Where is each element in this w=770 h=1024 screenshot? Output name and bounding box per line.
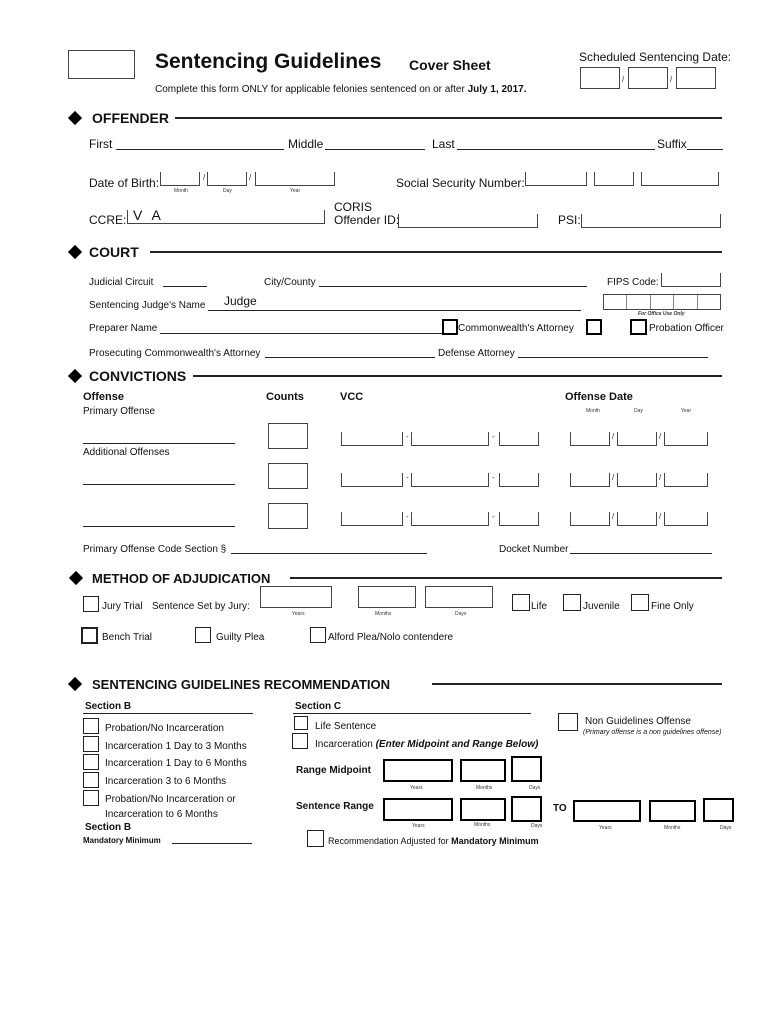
incarceration-label: [315, 739, 538, 750]
last-name-label: Last: [432, 137, 455, 151]
juvenile-checkbox[interactable]: [563, 594, 581, 611]
section-b-option-label: Probation/No Incarceration or: [105, 794, 236, 805]
court-heading: COURT: [89, 244, 139, 260]
date-separator: /: [659, 432, 662, 441]
offense-year-caption: Year: [681, 408, 692, 414]
range-high-months-field[interactable]: [649, 800, 696, 822]
offense-column-header: Offense: [83, 391, 124, 403]
additional-vcc-part3[interactable]: [499, 473, 539, 487]
adjudication-heading: METHOD OF ADJUDICATION: [92, 571, 271, 586]
dob-year-caption: Year: [290, 188, 301, 194]
jury-years-field[interactable]: [260, 586, 332, 608]
form-subtitle: Cover Sheet: [409, 57, 491, 73]
additional-offense-field[interactable]: [83, 526, 235, 527]
judge-name-label: Sentencing Judge's Name: [89, 300, 206, 311]
additional-vcc-part3[interactable]: [499, 512, 539, 526]
middle-name-label: Middle: [288, 137, 324, 151]
adjusted-mandatory-checkbox[interactable]: [307, 830, 324, 847]
section-rule: [290, 577, 722, 579]
incarceration-checkbox[interactable]: [292, 733, 308, 749]
scheduled-date-month[interactable]: [580, 67, 620, 89]
section-b-option-checkbox[interactable]: [83, 718, 99, 734]
date-separator: /: [659, 473, 662, 482]
docket-number-label: Docket Number: [499, 544, 569, 555]
primary-offense-label: Primary Offense: [83, 406, 156, 417]
probation-officer-checkbox[interactable]: [630, 319, 647, 335]
range-low-days-field[interactable]: [511, 796, 542, 822]
vcc-separator: -: [492, 473, 495, 482]
midpoint-years-caption: Years: [410, 785, 423, 791]
ssn-label: Social Security Number:: [396, 176, 525, 190]
guilty-plea-label: Guilty Plea: [216, 632, 265, 643]
section-rule: [432, 683, 722, 685]
midpoint-years-field[interactable]: [383, 759, 453, 782]
coris-label: [334, 201, 399, 227]
code-section-label: Primary Offense Code Section §: [83, 544, 227, 555]
section-b-option-checkbox[interactable]: [83, 790, 99, 806]
offense-date-column-header: Offense Date: [565, 391, 633, 403]
dob-year-field[interactable]: [255, 172, 335, 186]
date-separator: /: [612, 432, 615, 441]
defense-attorney-field[interactable]: [518, 357, 708, 358]
vcc-separator: -: [406, 432, 409, 441]
section-b-option-checkbox[interactable]: [83, 772, 99, 788]
vcc-separator: -: [492, 512, 495, 521]
ccre-value: V A: [133, 207, 161, 223]
jury-days-field[interactable]: [425, 586, 493, 608]
defense-attorney-label: Defense Attorney: [438, 348, 515, 359]
last-name-field[interactable]: [457, 149, 655, 150]
section-b-heading: Section B: [85, 701, 132, 712]
dob-day-field[interactable]: [207, 172, 247, 186]
first-name-field[interactable]: [116, 149, 284, 150]
jury-months-field[interactable]: [358, 586, 416, 608]
primary-offense-month[interactable]: [570, 432, 610, 446]
scheduled-date-label: Scheduled Sentencing Date:: [579, 50, 732, 64]
mandatory-minimum-field[interactable]: [172, 843, 252, 844]
commonwealth-attorney-label: Commonwealth's Attorney: [458, 323, 574, 334]
instruction-body: Complete this form ONLY for applicable felonies sentenced on or after: [155, 84, 465, 95]
additional-offense-day[interactable]: [617, 473, 657, 487]
fips-field[interactable]: [661, 273, 721, 287]
jury-days-caption: Days: [455, 611, 467, 617]
date-separator: /: [670, 75, 673, 84]
guilty-plea-checkbox[interactable]: [195, 627, 211, 643]
counts-column-header: Counts: [266, 391, 304, 403]
additional-vcc-part2[interactable]: [411, 512, 489, 526]
bench-trial-checkbox[interactable]: [81, 627, 98, 644]
range-high-days-caption: Days: [720, 825, 732, 831]
dob-day-caption: Day: [223, 188, 232, 194]
additional-offenses-label: Additional Offenses: [83, 447, 170, 458]
non-guidelines-note: (Primary offense is a non guidelines offense): [583, 729, 722, 736]
adjusted-bold-text: Mandatory Minimum: [451, 836, 539, 846]
form-title: Sentencing Guidelines: [155, 50, 382, 73]
section-b-option-label: Probation/No Incarceration: [105, 723, 224, 734]
diamond-bullet-icon: [68, 677, 82, 691]
city-county-label: City/County: [264, 277, 316, 288]
section-b-option-label: Incarceration 3 to 6 Months: [105, 776, 227, 787]
dob-month-caption: Month: [174, 188, 188, 194]
diamond-bullet-icon: [68, 369, 82, 383]
jury-years-caption: Years: [292, 611, 305, 617]
date-separator: /: [203, 173, 206, 182]
ssn-part3-field[interactable]: [641, 172, 719, 186]
additional-counts-field[interactable]: [268, 463, 308, 489]
additional-vcc-part2[interactable]: [411, 473, 489, 487]
additional-counts-field[interactable]: [268, 503, 308, 529]
prosecuting-attorney-label: Prosecuting Commonwealth's Attorney: [89, 348, 261, 359]
first-name-label: First: [89, 137, 113, 151]
additional-offense-month[interactable]: [570, 473, 610, 487]
non-guidelines-label: Non Guidelines Offense: [585, 716, 691, 727]
commonwealth-attorney-checkbox[interactable]: [442, 319, 458, 335]
date-separator: /: [612, 512, 615, 521]
primary-vcc-part2[interactable]: [411, 432, 489, 446]
additional-offense-field[interactable]: [83, 484, 235, 485]
middle-name-field[interactable]: [325, 149, 425, 150]
vcc-separator: -: [406, 512, 409, 521]
range-high-years-caption: Years: [599, 825, 612, 831]
section-rule: [193, 375, 722, 377]
section-b-option-label: Incarceration 1 Day to 6 Months: [105, 758, 247, 769]
offense-month-caption: Month: [586, 408, 600, 414]
section-rule: [175, 117, 722, 119]
mandatory-section-b-heading: Section B: [85, 822, 132, 833]
dob-month-field[interactable]: [160, 172, 200, 186]
date-separator: /: [249, 173, 252, 182]
date-separator: /: [659, 512, 662, 521]
office-use-checkbox[interactable]: [586, 319, 602, 335]
jury-trial-checkbox[interactable]: [83, 596, 99, 612]
scheduled-date-day[interactable]: [628, 67, 668, 89]
coris-label-line1: CORIS: [334, 200, 373, 214]
range-low-days-caption: Days: [531, 823, 543, 829]
ssn-part2-field[interactable]: [594, 172, 634, 186]
instruction-date: July 1, 2017.: [467, 84, 527, 95]
psi-field[interactable]: [581, 214, 721, 228]
primary-offense-field[interactable]: [83, 443, 235, 444]
scheduled-date-year[interactable]: [676, 67, 716, 89]
fips-label: FIPS Code:: [607, 277, 659, 288]
non-guidelines-checkbox[interactable]: [558, 713, 578, 731]
judge-name-value: Judge: [224, 294, 257, 308]
range-low-years-field[interactable]: [383, 798, 453, 821]
section-b-rule: [83, 713, 253, 714]
mandatory-minimum-label: Mandatory Minimum: [83, 836, 161, 845]
fine-only-label: Fine Only: [651, 601, 694, 612]
primary-offense-year[interactable]: [664, 432, 708, 446]
suffix-label: Suffix: [657, 137, 687, 151]
sentence-set-label: Sentence Set by Jury:: [152, 601, 250, 612]
convictions-heading: CONVICTIONS: [89, 368, 187, 384]
date-separator: /: [622, 75, 625, 84]
additional-vcc-part1[interactable]: [341, 473, 403, 487]
recommendation-heading: SENTENCING GUIDELINES RECOMMENDATION: [92, 677, 391, 692]
adjusted-text: Recommendation Adjusted for: [328, 836, 449, 846]
ccre-label: CCRE:: [89, 213, 127, 227]
jury-trial-label: Jury Trial: [102, 601, 143, 612]
offense-day-caption: Day: [634, 408, 643, 414]
range-low-months-field[interactable]: [460, 798, 506, 821]
section-c-rule: [293, 713, 531, 714]
primary-vcc-part1[interactable]: [341, 432, 403, 446]
range-low-months-caption: Months: [474, 822, 491, 828]
fine-only-checkbox[interactable]: [631, 594, 649, 611]
docket-number-field[interactable]: [570, 553, 712, 554]
vcc-separator: -: [492, 432, 495, 441]
judicial-circuit-label: Judicial Circuit: [89, 277, 154, 288]
section-b-option-checkbox[interactable]: [83, 754, 99, 770]
range-low-years-caption: Years: [412, 823, 425, 829]
diamond-bullet-icon: [69, 571, 83, 585]
probation-officer-label: Probation Officer: [649, 323, 724, 334]
life-sentence-label: Life Sentence: [315, 721, 377, 732]
section-b-option-label: Incarceration 1 Day to 3 Months: [105, 741, 247, 752]
judicial-circuit-field[interactable]: [163, 286, 207, 287]
range-midpoint-label: Range Midpoint: [296, 765, 371, 776]
incarceration-note: (Enter Midpoint and Range Below): [375, 739, 539, 750]
code-section-field[interactable]: [231, 553, 427, 554]
suffix-field[interactable]: [687, 149, 723, 150]
life-sentence-checkbox[interactable]: [294, 716, 308, 730]
coris-label-line2: Offender ID:: [334, 213, 400, 227]
section-c-heading: Section C: [295, 701, 342, 712]
bench-trial-label: Bench Trial: [102, 632, 153, 643]
midpoint-days-caption: Days: [529, 785, 541, 791]
range-high-years-field[interactable]: [573, 800, 641, 822]
judge-name-field[interactable]: [208, 310, 581, 311]
midpoint-months-caption: Months: [476, 785, 493, 791]
prosecuting-attorney-field[interactable]: [265, 357, 435, 358]
form-id-box[interactable]: [68, 50, 135, 79]
date-separator: /: [612, 473, 615, 482]
section-b-option-continuation: Incarceration to 6 Months: [105, 809, 218, 820]
city-county-field[interactable]: [319, 286, 587, 287]
vcc-separator: -: [406, 473, 409, 482]
coris-offender-id-field[interactable]: [398, 214, 538, 228]
additional-offense-year[interactable]: [664, 473, 708, 487]
sentence-range-label: Sentence Range: [296, 801, 374, 812]
midpoint-months-field[interactable]: [460, 759, 506, 782]
additional-offense-month[interactable]: [570, 512, 610, 526]
juvenile-label: Juvenile: [583, 601, 620, 612]
offender-heading: OFFENDER: [92, 110, 169, 126]
jury-months-caption: Months: [375, 611, 392, 617]
preparer-name-label: Preparer Name: [89, 323, 158, 334]
to-label: TO: [553, 803, 567, 814]
primary-vcc-part3[interactable]: [499, 432, 539, 446]
section-b-option-checkbox[interactable]: [83, 736, 99, 752]
office-use-caption: For Office Use Only: [638, 311, 685, 317]
preparer-name-field[interactable]: [160, 333, 458, 334]
additional-offense-year[interactable]: [664, 512, 708, 526]
alford-plea-checkbox[interactable]: [310, 627, 326, 643]
life-label: Life: [531, 601, 548, 612]
range-high-months-caption: Months: [664, 825, 681, 831]
vcc-column-header: VCC: [340, 391, 364, 403]
psi-label: PSI:: [558, 213, 581, 227]
incarceration-text: Incarceration: [315, 739, 373, 750]
diamond-bullet-icon: [68, 245, 82, 259]
dob-label: Date of Birth:: [89, 176, 160, 190]
life-checkbox[interactable]: [512, 594, 530, 611]
additional-offense-day[interactable]: [617, 512, 657, 526]
office-use-code-field[interactable]: [603, 294, 721, 310]
section-rule: [150, 251, 722, 253]
primary-counts-field[interactable]: [268, 423, 308, 449]
additional-vcc-part1[interactable]: [341, 512, 403, 526]
range-high-days-field[interactable]: [703, 798, 734, 822]
primary-offense-day[interactable]: [617, 432, 657, 446]
adjusted-mandatory-label: [328, 836, 539, 846]
midpoint-days-field[interactable]: [511, 756, 542, 782]
diamond-bullet-icon: [68, 111, 82, 125]
instruction-text: [155, 84, 527, 95]
ssn-part1-field[interactable]: [525, 172, 587, 186]
alford-plea-label: Alford Plea/Nolo contendere: [328, 632, 454, 643]
